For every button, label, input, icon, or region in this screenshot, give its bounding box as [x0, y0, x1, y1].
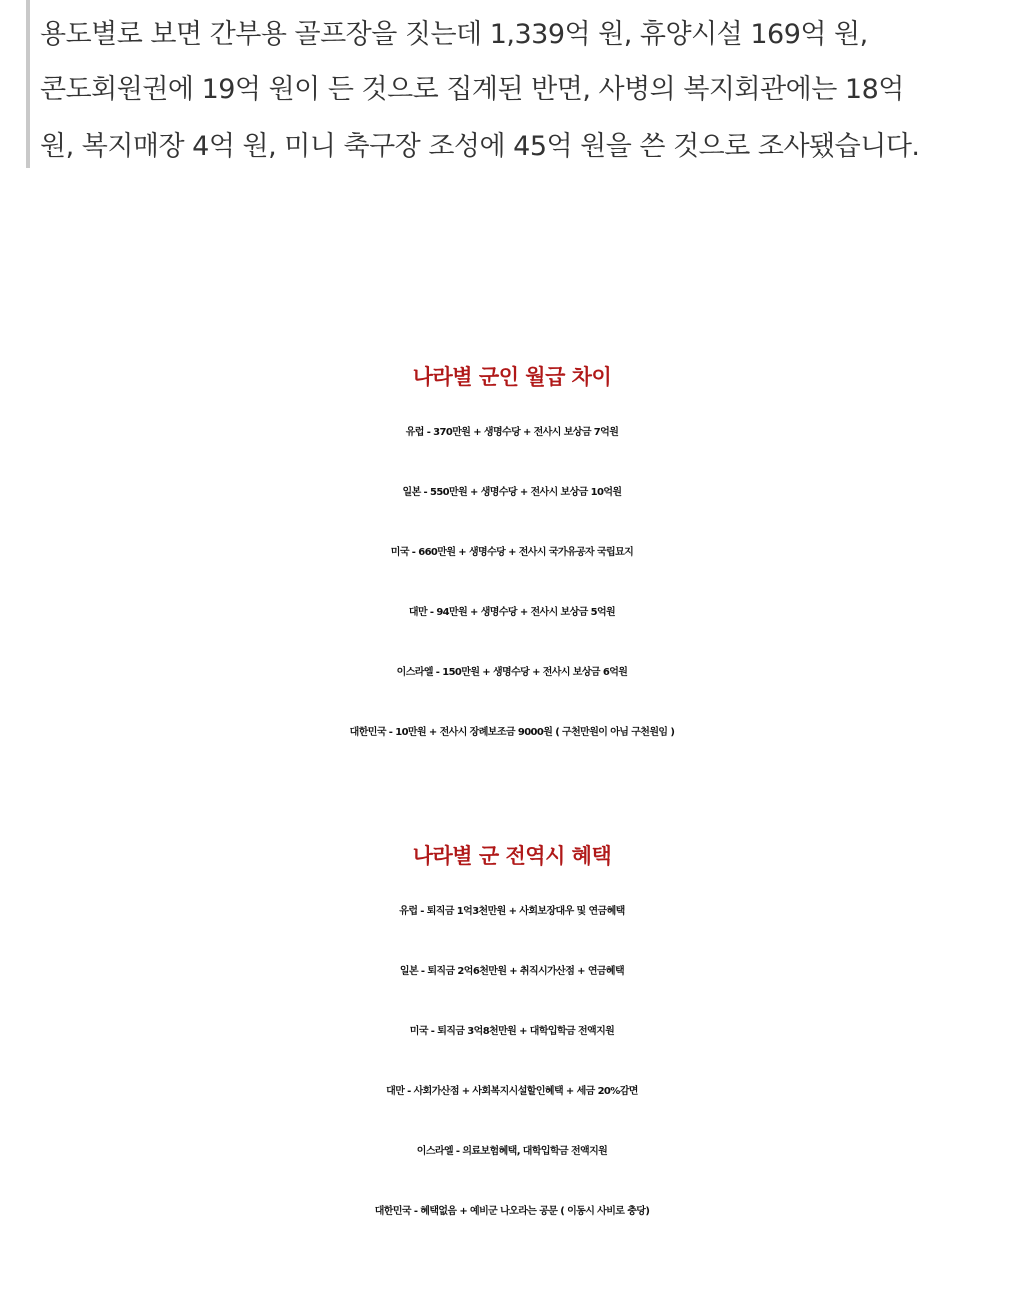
- article-line-1: 용도별로 보면 간부용 골프장을 짓는데 1,339억 원, 휴양시설 169억 원,: [40, 19, 868, 50]
- salary-row-korea: 대한민국 - 10만원 + 전사시 장례보조금 9000원 ( 구천만원이 아님 구천원임 ): [349, 727, 675, 738]
- salary-row-europe: 유럽 - 370만원 + 생명수당 + 전사시 보상금 7억원: [405, 427, 619, 438]
- salary-row-israel: 이스라엘 - 150만원 + 생명수당 + 전사시 보상금 6억원: [396, 667, 628, 678]
- salary-row-taiwan: 대만 - 94만원 + 생명수당 + 전사시 보상금 5억원: [408, 607, 616, 618]
- benefits-row-usa: 미국 - 퇴직금 3억8천만원 + 대학입학금 전액지원: [409, 1026, 615, 1037]
- salary-row-usa: 미국 - 660만원 + 생명수당 + 전사시 국가유공자 국립묘지: [390, 547, 634, 558]
- article-line-2: 콘도회원권에 19억 원이 든 것으로 집계된 반면, 사병의 복지회관에는 18억: [40, 74, 904, 105]
- salary-row-japan: 일본 - 550만원 + 생명수당 + 전사시 보상금 10억원: [402, 487, 622, 498]
- article-line-3: 원, 복지매장 4억 원, 미니 축구장 조성에 45억 원을 쓴 것으로 조사됐습니다.: [40, 131, 920, 162]
- article-quote-block: [26, 0, 1006, 168]
- benefits-section-title: 나라별 군 전역시 혜택: [412, 844, 612, 868]
- benefits-row-europe: 유럽 - 퇴직금 1억3천만원 + 사회보장대우 및 연금혜택: [399, 906, 625, 917]
- salary-section-title: 나라별 군인 월급 차이: [412, 365, 612, 389]
- benefits-row-japan: 일본 - 퇴직금 2억6천만원 + 취직시가산점 + 연금혜택: [399, 966, 625, 977]
- benefits-row-korea: 대한민국 - 혜택없음 + 예비군 나오라는 공문 ( 이동시 사비로 충당): [374, 1206, 650, 1217]
- benefits-row-taiwan: 대만 - 사회가산점 + 사회복지시설할인혜택 + 세금 20%감면: [386, 1086, 638, 1097]
- benefits-row-israel: 이스라엘 - 의료보험혜택, 대학입학금 전액지원: [416, 1146, 608, 1157]
